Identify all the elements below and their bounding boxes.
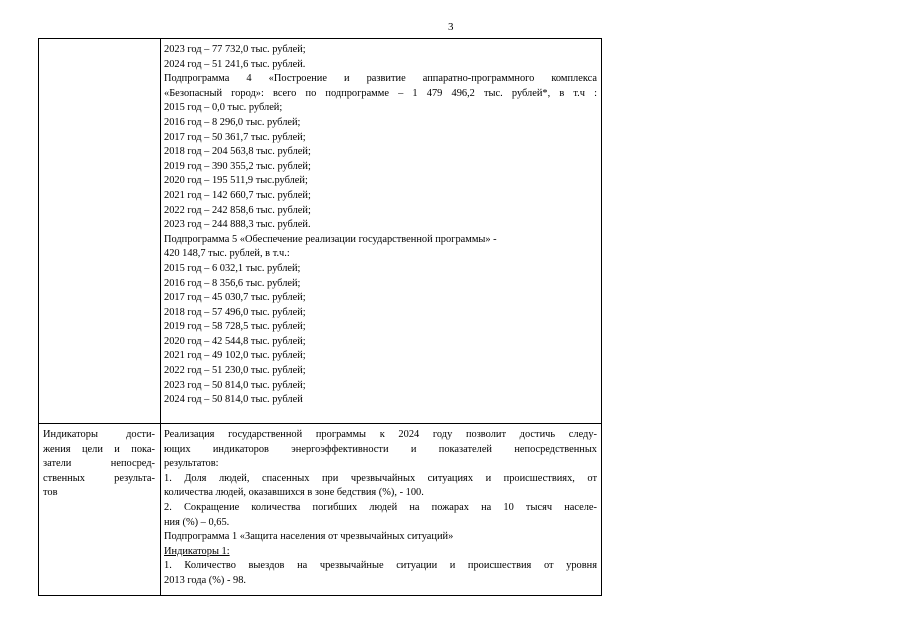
funding-line: 2020 год – 42 544,8 тыс. рублей; [164,335,306,347]
indicators-label-line: тов [43,487,58,499]
funding-line: 2017 год – 50 361,7 тыс. рублей; [164,131,306,143]
subprogram-4-heading: Подпрограмма 4 «Построение и развитие аппаратно-программного комплекса [164,73,597,85]
funding-line: 2021 год – 49 102,0 тыс. рублей; [164,350,306,362]
funding-cell [164,43,597,408]
funding-line: 2015 год – 6 032,1 тыс. рублей; [164,262,301,274]
row-divider [39,423,601,424]
indicator-1-cont: количества людей, оказавшихся в зоне бедствия (%), - 100. [164,487,424,499]
indicators-label-cell [43,428,155,501]
page-number: 3 [448,21,454,33]
funding-line: 2016 год – 8 296,0 тыс. рублей; [164,116,301,128]
subprogram-1-heading: Подпрограмма 1 «Защита населения от чрезвычайных ситуаций» [164,531,454,543]
funding-line: 2018 год – 204 563,8 тыс. рублей; [164,146,311,158]
indicators-label-line: Индикаторы дости- [43,429,155,440]
subprogram-5-total: 420 148,7 тыс. рублей, в т.ч.: [164,248,290,260]
subprogram-5-heading: Подпрограмма 5 «Обеспечение реализации государственной программы» - [164,233,497,245]
funding-line: 2019 год – 58 728,5 тыс. рублей; [164,321,306,333]
funding-line: 2018 год – 57 496,0 тыс. рублей; [164,306,306,318]
indicators-label-line: затели непосред- [43,458,155,470]
indicators-label-line: ственных результа- [43,472,155,484]
indicator-2-cont: ния (%) – 0,65. [164,516,230,528]
funding-line: 2021 год – 142 660,7 тыс. рублей; [164,189,311,201]
indicator-2: 2. Сокращение количества погибших людей на пожарах на 10 тысяч населе- [164,501,597,513]
indicators-cell [164,428,597,589]
subprogram-4-total: «Безопасный город»: всего по подпрограмме – 1 479 496,2 тыс. рублей*, в т.ч : [164,87,597,99]
column-divider [160,39,161,595]
indicators-line: Реализация государственной программы к 2024 году позволит достичь следу- [164,429,597,440]
funding-line: 2022 год – 242 858,6 тыс. рублей; [164,204,311,216]
funding-line: 2024 год – 51 241,6 тыс. рублей. [164,58,306,70]
indicators-line: ющих индикаторов энергоэффективности и показателей непосредственных [164,443,597,455]
subprogram-1-indicator-1-cont: 2013 года (%) - 98. [164,574,246,586]
funding-line: 2023 год – 50 814,0 тыс. рублей; [164,379,306,391]
indicators-line: результатов: [164,458,219,470]
indicator-1: 1. Доля людей, спасенных при чрезвычайных ситуациях и происшествиях, от [164,472,597,484]
indicators-1-heading: Индикаторы 1: [164,545,230,557]
funding-line: 2016 год – 8 356,6 тыс. рублей; [164,277,301,289]
subprogram-1-indicator-1: 1. Количество выездов на чрезвычайные ситуации и происшествия от уровня [164,560,597,572]
funding-line: 2024 год – 50 814,0 тыс. рублей [164,394,303,406]
funding-line: 2022 год – 51 230,0 тыс. рублей; [164,365,306,377]
indicators-label-line: жения цели и пока- [43,443,155,455]
funding-line: 2020 год – 195 511,9 тыс.рублей; [164,175,308,187]
program-passport-table [38,38,602,596]
funding-line: 2023 год – 244 888,3 тыс. рублей. [164,219,311,231]
funding-line: 2015 год – 0,0 тыс. рублей; [164,102,283,114]
funding-line: 2023 год – 77 732,0 тыс. рублей; [164,44,306,55]
funding-line: 2019 год – 390 355,2 тыс. рублей; [164,160,311,172]
funding-line: 2017 год – 45 030,7 тыс. рублей; [164,292,306,304]
